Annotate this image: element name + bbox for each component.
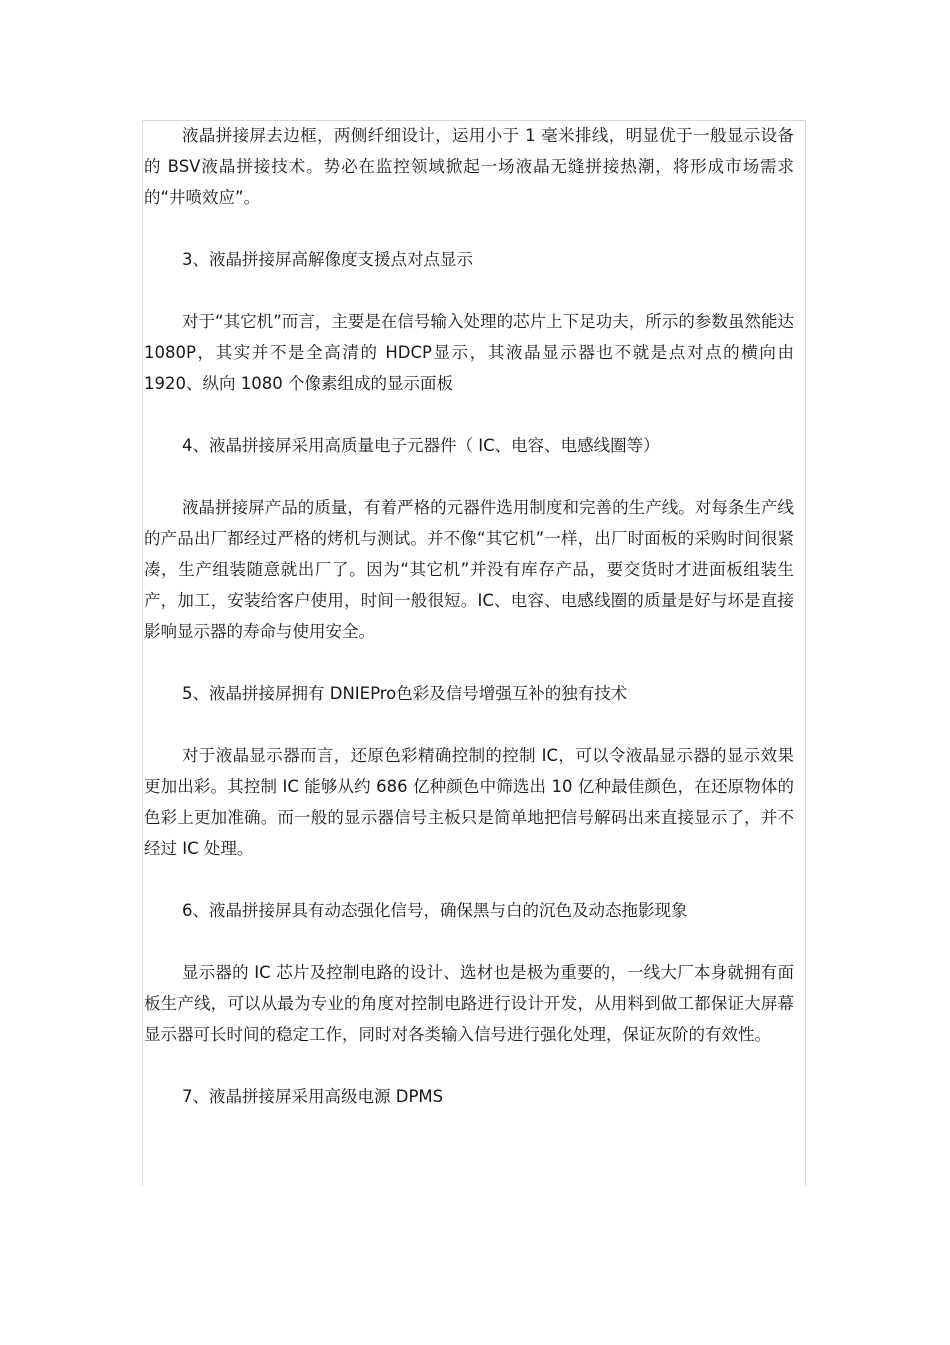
spacer xyxy=(144,213,794,244)
paragraph-control-circuit: 显示器的 IC 芯片及控制电路的设计、选材也是极为重要的，一线大厂本身就拥有面板生产线，可以从最为专业的角度对控制电路进行设计开发，从用料到做工都保证大屏幕显示器可长时间的稳定工作，同时对各类输入信号进行强化处理，保证灰阶的有效性。 xyxy=(144,963,794,1044)
heading-section-7: 7、液晶拼接屏采用高级电源 DPMS xyxy=(182,1087,444,1106)
spacer xyxy=(144,864,794,895)
heading-section-4: 4、液晶拼接屏采用高质量电子元器件（ IC、电容、电感线圈等） xyxy=(182,436,660,455)
paragraph-point-to-point: 对于“其它机”而言，主要是在信号输入处理的芯片上下足功夫，所示的参数虽然能达 1080P，其实并不是全高清的 HDCP显示，其液晶显示器也不就是点对点的横向由 1920、纵向 1080 个像素组成的显示面板 xyxy=(144,312,794,393)
spacer xyxy=(144,709,794,740)
spacer xyxy=(144,399,794,430)
heading-section-6: 6、液晶拼接屏具有动态强化信号，确保黑与白的沉色及动态拖影现象 xyxy=(182,901,688,920)
spacer xyxy=(144,1050,794,1081)
document-body xyxy=(144,120,794,1112)
paragraph-components-quality: 液晶拼接屏产品的质量，有着严格的元器件选用制度和完善的生产线。对每条生产线的产品出厂都经过严格的烤机与测试。并不像“其它机”一样，出厂时面板的采购时间很紧凑，生产组装随意就出厂了。因为“其它机”并没有库存产品，要交货时才进面板组装生产，加工，安装给客户使用，时间一般很短。IC、电容、电感线圈的质量是好与坏是直接影响显示器的寿命与使用安全。 xyxy=(144,498,794,641)
heading-section-3: 3、液晶拼接屏高解像度支援点对点显示 xyxy=(182,250,473,269)
paragraph-bezel-design: 液晶拼接屏去边框，两侧纤细设计，运用小于 1 毫米排线，明显优于一般显示设备的 BSV液晶拼接技术。势必在监控领域掀起一场液晶无缝拼接热潮，将形成市场需求的“井喷效应”。 xyxy=(144,126,794,207)
spacer xyxy=(144,275,794,306)
spacer xyxy=(144,647,794,678)
heading-section-5: 5、液晶拼接屏拥有 DNIEPro色彩及信号增强互补的独有技术 xyxy=(182,684,628,703)
spacer xyxy=(144,461,794,492)
paragraph-color-control: 对于液晶显示器而言，还原色彩精确控制的控制 IC，可以令液晶显示器的显示效果更加出彩。其控制 IC 能够从约 686 亿种颜色中筛选出 10 亿种最佳颜色，在还原物体的色彩上更加准确。而一般的显示器信号主板只是简单地把信号解码出来直接显示了，并不经过 IC 处理。 xyxy=(144,746,794,858)
spacer xyxy=(144,926,794,957)
